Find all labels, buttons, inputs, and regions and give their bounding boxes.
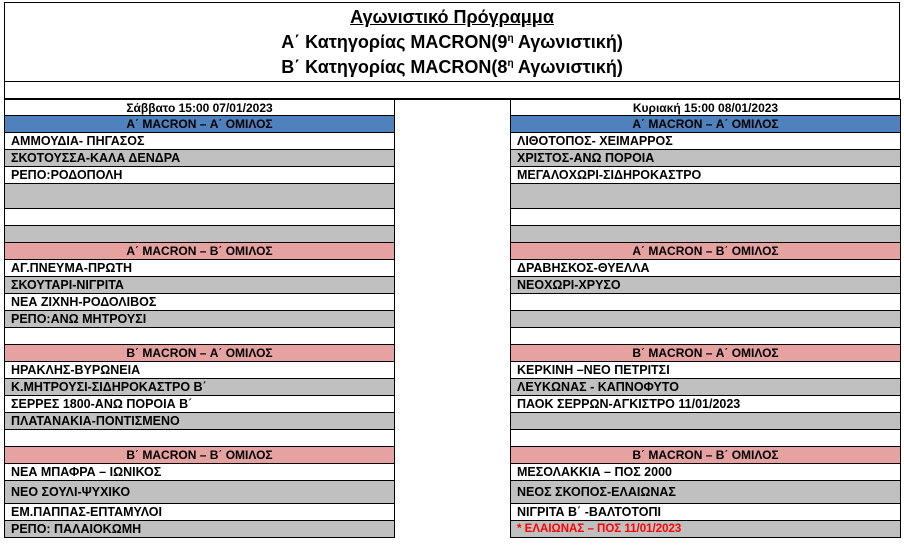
match-row: ΡΕΠΟ:ΑΝΩ ΜΗΤΡΟΥΣΙ [5, 311, 394, 328]
match-row: ΑΓ.ΠΝΕΥΜΑ-ΠΡΩΤΗ [5, 260, 394, 277]
match-row: ΣΚΟΥΤΑΡΙ-ΝΙΓΡΙΤΑ [5, 277, 394, 294]
category-a-sup: η [507, 33, 514, 44]
empty-row [511, 430, 900, 447]
category-a-line [5, 28, 899, 53]
category-b-suffix: Αγωνιστική) [513, 57, 623, 77]
match-row: ΠΑΟΚ ΣΕΡΡΩΝ-ΑΓΚΙΣΤΡΟ 11/01/2023 [511, 396, 900, 413]
match-row: ΣΕΡΡΕΣ 1800-ΑΝΩ ΠΟΡΟΙΑ Β΄ [5, 396, 394, 413]
match-row: ΗΡΑΚΛΗΣ-ΒΥΡΩΝΕΙΑ [5, 362, 394, 379]
match-row: ΣΚΟΤΟΥΣΣΑ-ΚΑΛΑ ΔΕΝΔΡΑ [5, 150, 394, 167]
match-row: ΡΕΠΟ: ΠΑΛΑΙΟΚΩΜΗ [5, 521, 394, 538]
category-a-prefix: Α΄ Κατηγορίας MACRON(9 [281, 32, 508, 52]
match-row: ΝΕΑ ΖΙΧΝΗ-ΡΟΔΟΛΙΒΟΣ [5, 294, 394, 311]
empty-row [511, 328, 900, 345]
match-row: ΝΙΓΡΙΤΑ Β΄ -ΒΑΛΤΟΤΟΠΙ [511, 504, 900, 521]
match-row: ΝΕΑ ΜΠΑΦΡΑ – ΙΩΝΙΚΟΣ [5, 464, 394, 481]
match-row: ΛΕΥΚΩΝΑΣ - ΚΑΠΝΟΦΥΤΟ [511, 379, 900, 396]
sunday-date: Κυριακή 15:00 08/01/2023 [511, 99, 900, 116]
right-group-4-title: Β΄ MACRON – Β΄ ΟΜΙΛΟΣ [511, 447, 900, 464]
match-row: ΜΕΓΑΛΟΧΩΡΙ-ΣΙΔΗΡΟΚΑΣΤΡΟ [511, 167, 900, 184]
empty-row [511, 311, 900, 328]
empty-row [5, 328, 394, 345]
empty-row [511, 226, 900, 243]
empty-row [5, 226, 394, 243]
schedule-header [4, 2, 900, 82]
postponed-note: * ΕΛΑΙΩΝΑΣ – ΠΟΣ 11/01/2023 [511, 521, 900, 538]
match-row: ΡΕΠΟ:ΡΟΔΟΠΟΛΗ [5, 167, 394, 184]
match-row: ΛΙΘΟΤΟΠΟΣ- ΧΕΙΜΑΡΡΟΣ [511, 133, 900, 150]
saturday-date: Σάββατο 15:00 07/01/2023 [5, 99, 394, 116]
match-row: ΑΜΜΟΥΔΙΑ- ΠΗΓΑΣΟΣ [5, 133, 394, 150]
right-group-2-title: Α΄ MACRON – Β΄ ΟΜΙΛΟΣ [511, 243, 900, 260]
match-row: ΜΕΣΟΛΑΚΚΙΑ – ΠΟΣ 2000 [511, 464, 900, 481]
left-group-2-title: Α΄ MACRON – Β΄ ΟΜΙΛΟΣ [5, 243, 394, 260]
category-a-suffix: Αγωνιστική) [513, 32, 623, 52]
left-group-4-title: Β΄ MACRON – Β΄ ΟΜΙΛΟΣ [5, 447, 394, 464]
empty-row [511, 413, 900, 430]
category-b-line [5, 53, 899, 78]
match-row: Κ.ΜΗΤΡΟΥΣΙ-ΣΙΔΗΡΟΚΑΣΤΡΟ Β΄ [5, 379, 394, 396]
saturday-column [4, 99, 395, 538]
category-b-prefix: Β΄ Κατηγορίας MACRON(8 [281, 57, 508, 77]
empty-row [511, 294, 900, 311]
match-row: ΕΜ.ΠΑΠΠΑΣ-ΕΠΤΑΜΥΛΟΙ [5, 504, 394, 521]
empty-row [511, 209, 900, 226]
match-row: ΝΕΟΣ ΣΚΟΠΟΣ-ΕΛΑΙΩΝΑΣ [511, 481, 900, 504]
empty-row [5, 430, 394, 447]
right-group-3-title: Β΄ MACRON – Α΄ ΟΜΙΛΟΣ [511, 345, 900, 362]
match-row: ΠΛΑΤΑΝΑΚΙΑ-ΠΟΝΤΙΣΜΕΝΟ [5, 413, 394, 430]
page-title: Αγωνιστικό Πρόγραμμα [350, 7, 554, 27]
empty-row [5, 184, 394, 209]
right-group-1-title: Α΄ MACRON – Α΄ ΟΜΙΛΟΣ [511, 116, 900, 133]
sunday-column [510, 99, 901, 538]
center-gap [395, 99, 510, 546]
empty-row [5, 209, 394, 226]
left-group-1-title: Α΄ MACRON – Α΄ ΟΜΙΛΟΣ [5, 116, 394, 133]
category-b-sup: η [507, 58, 514, 69]
match-row: ΚΕΡΚΙΝΗ –ΝΕΟ ΠΕΤΡΙΤΣΙ [511, 362, 900, 379]
match-row: ΔΡΑΒΗΣΚΟΣ-ΘΥΕΛΛΑ [511, 260, 900, 277]
spacer-strip [4, 82, 900, 99]
empty-row [511, 184, 900, 209]
match-row: ΧΡΙΣΤΟΣ-ΑΝΩ ΠΟΡΟΙΑ [511, 150, 900, 167]
match-row: ΝΕΟΧΩΡΙ-ΧΡΥΣΟ [511, 277, 900, 294]
match-row: ΝΕΟ ΣΟΥΛΙ-ΨΥΧΙΚΟ [5, 481, 394, 504]
left-group-3-title: Β΄ MACRON – Α΄ ΟΜΙΛΟΣ [5, 345, 394, 362]
